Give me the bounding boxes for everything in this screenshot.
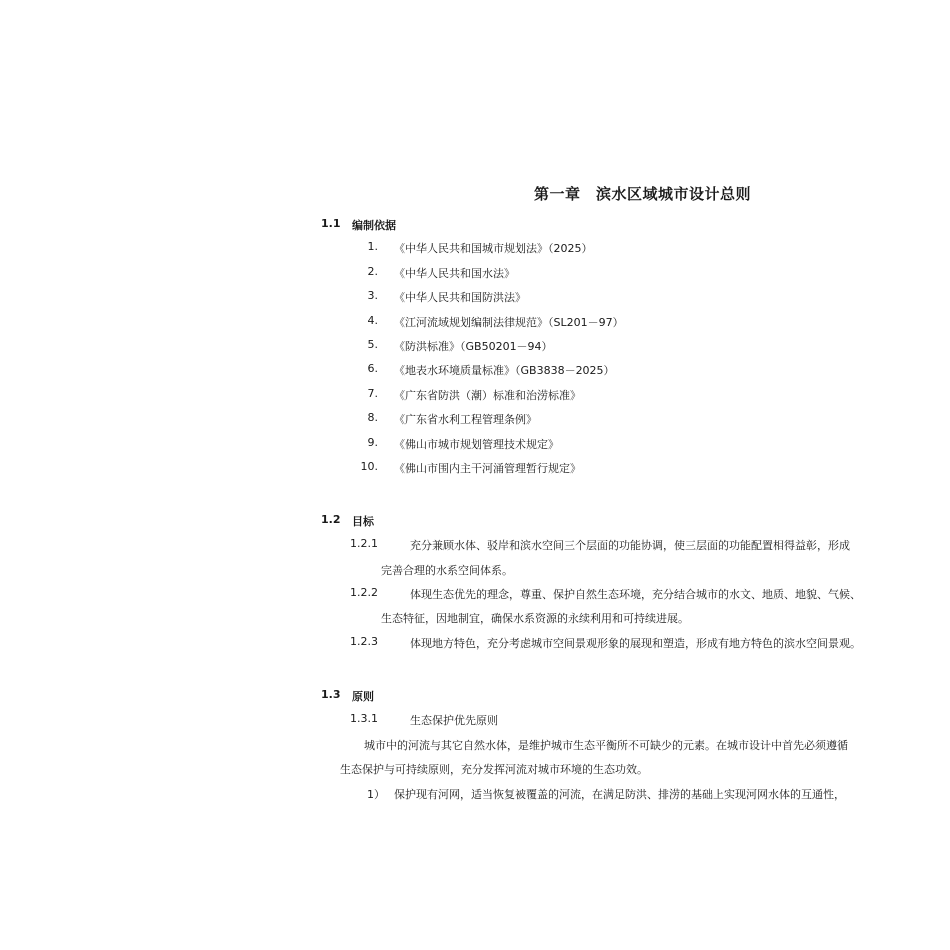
- reference-item: 《中华人民共和国水法》: [394, 267, 515, 280]
- reference-item: 《佛山市围内主干河涌管理暂行规定》: [394, 462, 581, 475]
- list-number: 1）: [367, 788, 385, 801]
- section-number-1-2: 1.2: [321, 513, 341, 526]
- reference-item: 《中华人民共和国防洪法》: [394, 291, 526, 304]
- goal-text-line: 充分兼顾水体、驳岸和滨水空间三个层面的功能协调，使三层面的功能配置相得益彰，形成: [410, 539, 850, 552]
- subsection-title: 生态保护优先原则: [410, 714, 498, 727]
- reference-number: 9.: [367, 436, 378, 449]
- reference-item: 《中华人民共和国城市规划法》（2025）: [394, 242, 593, 255]
- reference-item: 《广东省防洪（潮）标准和治涝标准》: [394, 389, 581, 402]
- reference-number: 8.: [367, 411, 378, 424]
- chapter-title: 第一章 滨水区域城市设计总则: [534, 185, 752, 203]
- goal-text-line: 体现生态优先的理念，尊重、保护自然生态环境，充分结合城市的水文、地质、地貌、气候、: [410, 588, 861, 601]
- list-item-text: 保护现有河网，适当恢复被覆盖的河流，在满足防洪、排涝的基础上实现河网水体的互通性，: [394, 788, 845, 801]
- subsection-number: 1.2.1: [350, 537, 378, 550]
- reference-number: 3.: [367, 289, 378, 302]
- reference-item: 《地表水环境质量标准》（GB3838－2025）: [394, 364, 615, 377]
- subsection-number: 1.2.3: [350, 635, 378, 648]
- goal-text-line: 完善合理的水系空间体系。: [381, 564, 513, 577]
- reference-item: 《佛山市城市规划管理技术规定》: [394, 438, 559, 451]
- paragraph-line: 生态保护与可持续原则，充分发挥河流对城市环境的生态功效。: [340, 763, 648, 776]
- paragraph-line: 城市中的河流与其它自然水体，是维护城市生态平衡所不可缺少的元素。在城市设计中首先必须遵循: [364, 739, 848, 752]
- reference-number: 1.: [367, 240, 378, 253]
- reference-number: 5.: [367, 338, 378, 351]
- goal-text-line: 生态特征，因地制宜，确保水系资源的永续利用和可持续进展。: [381, 612, 689, 625]
- reference-number: 4.: [367, 314, 378, 327]
- subsection-number: 1.3.1: [350, 712, 378, 725]
- reference-number: 2.: [367, 265, 378, 278]
- section-number-1-3: 1.3: [321, 688, 341, 701]
- goal-text-line: 体现地方特色，充分考虑城市空间景观形象的展现和塑造，形成有地方特色的滨水空间景观。: [410, 637, 861, 650]
- reference-item: 《广东省水利工程管理条例》: [394, 413, 537, 426]
- reference-item: 《江河流域规划编制法律规范》（SL201－97）: [394, 316, 624, 329]
- subsection-number: 1.2.2: [350, 586, 378, 599]
- reference-number: 10.: [360, 460, 378, 473]
- section-number-1-1: 1.1: [321, 217, 341, 230]
- reference-item: 《防洪标准》（GB50201－94）: [394, 340, 553, 353]
- reference-number: 6.: [367, 362, 378, 375]
- section-title-1-1: 编制依据: [352, 219, 396, 232]
- section-title-1-2: 目标: [352, 515, 374, 528]
- section-title-1-3: 原则: [352, 690, 374, 703]
- reference-number: 7.: [367, 387, 378, 400]
